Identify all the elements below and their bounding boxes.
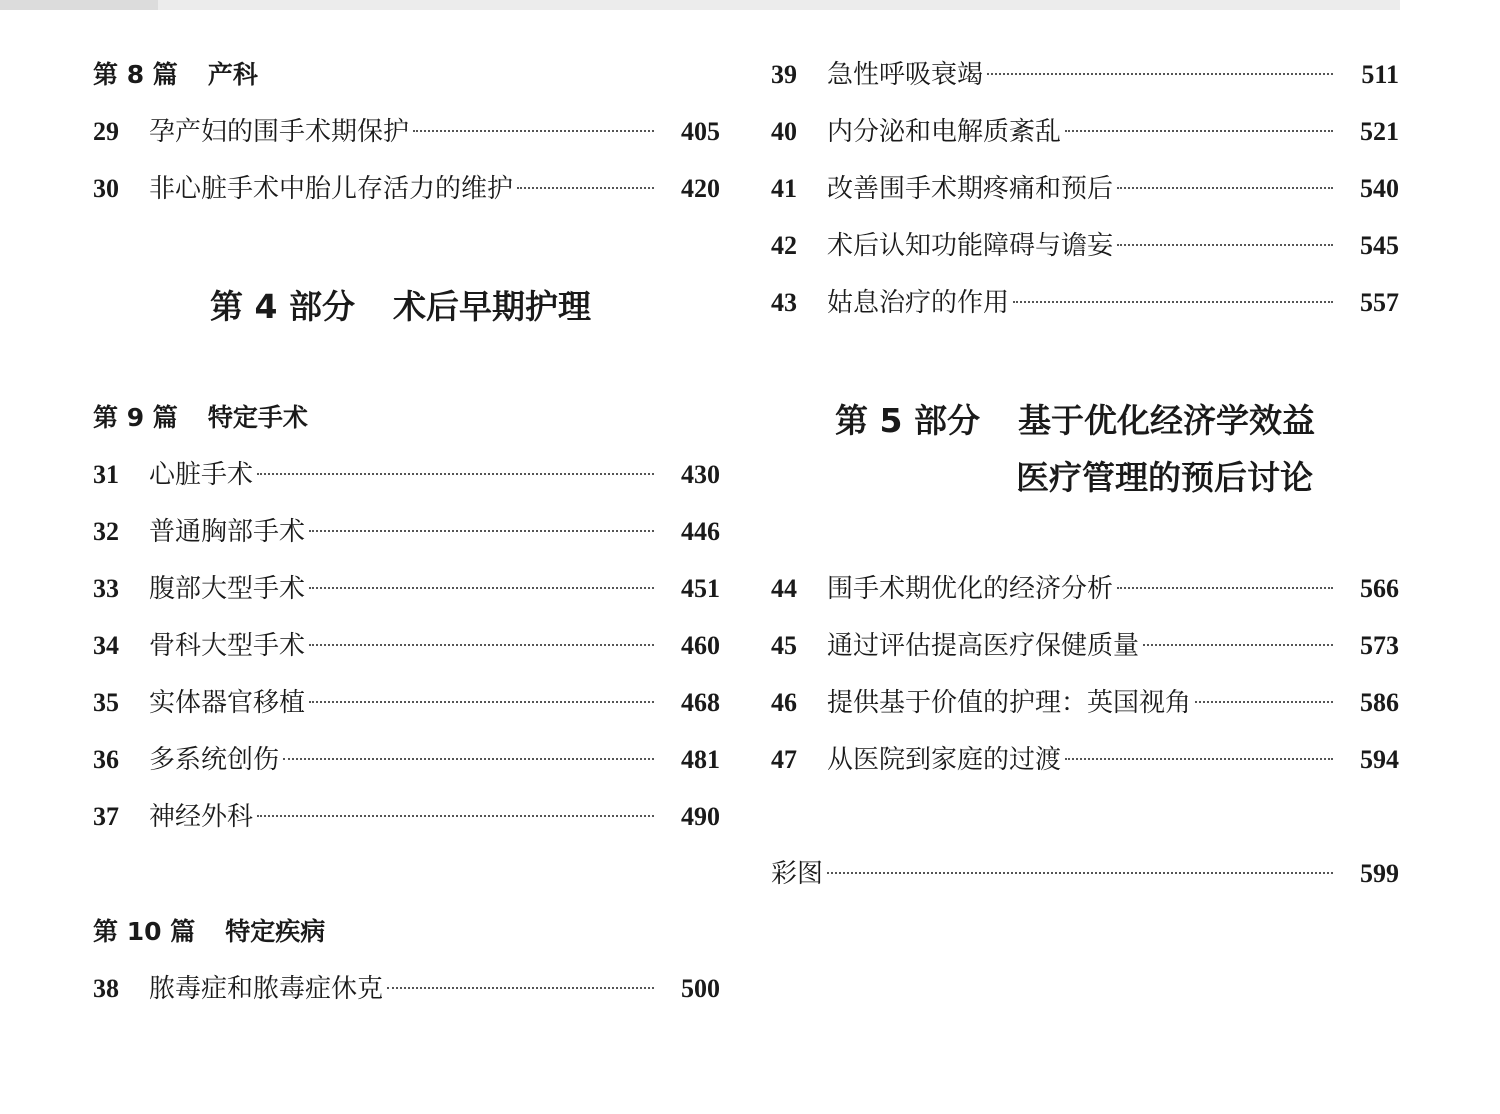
section-title: 产科	[207, 60, 258, 89]
chapter-title: 术后认知功能障碍与谵妄	[827, 231, 1114, 261]
page-number: 557	[1360, 288, 1399, 317]
chapter-title: 通过评估提高医疗保健质量	[827, 631, 1140, 661]
toc-entry-31[interactable]	[93, 459, 720, 491]
part-number: 第 4 部分	[210, 287, 355, 326]
dot-leader	[387, 987, 654, 989]
part-title-line2: 医疗管理的预后讨论	[1016, 458, 1313, 497]
toc-entry-32[interactable]	[93, 516, 720, 548]
dot-leader	[1195, 701, 1333, 703]
chapter-number: 44	[771, 574, 797, 603]
chapter-title: 普通胸部手术	[149, 517, 306, 547]
page-number: 420	[681, 174, 720, 203]
page-number: 405	[681, 117, 720, 146]
dot-leader	[827, 872, 1333, 874]
toc-entry-40[interactable]	[771, 116, 1399, 148]
part-heading-5-line2	[1016, 458, 1399, 498]
chapter-title: 急性呼吸衰竭	[827, 60, 984, 90]
dot-leader	[1117, 587, 1333, 589]
page-number: 430	[681, 460, 720, 489]
chapter-title: 从医院到家庭的过渡	[827, 745, 1062, 775]
section-number: 第 9 篇	[93, 403, 178, 432]
chapter-title: 神经外科	[149, 802, 254, 832]
section-number: 第 8 篇	[93, 60, 178, 89]
toc-entry-45[interactable]	[771, 630, 1399, 662]
dot-leader	[1117, 244, 1333, 246]
page-number: 573	[1360, 631, 1399, 660]
chapter-number: 40	[771, 117, 797, 146]
chapter-number: 31	[93, 460, 119, 489]
toc-entry-35[interactable]	[93, 687, 720, 719]
toc-entry-47[interactable]	[771, 744, 1399, 776]
chapter-number: 42	[771, 231, 797, 260]
chapter-number: 41	[771, 174, 797, 203]
chapter-number: 45	[771, 631, 797, 660]
chapter-number: 38	[93, 974, 119, 1003]
page-number: 481	[681, 745, 720, 774]
chapter-title: 孕产妇的围手术期保护	[149, 117, 410, 147]
toc-entry-color-plates[interactable]	[771, 858, 1399, 890]
dot-leader	[309, 644, 654, 646]
chapter-number: 46	[771, 688, 797, 717]
top-bar-accent	[0, 0, 158, 10]
section-heading-9	[93, 403, 720, 433]
toc-entry-37[interactable]	[93, 801, 720, 833]
chapter-number: 35	[93, 688, 119, 717]
part-title: 术后早期护理	[392, 287, 591, 326]
toc-entry-36[interactable]	[93, 744, 720, 776]
section-title: 特定疾病	[225, 917, 326, 946]
page-number: 540	[1360, 174, 1399, 203]
dot-leader	[1143, 644, 1333, 646]
part-heading-4	[210, 287, 720, 327]
section-number: 第 10 篇	[93, 917, 196, 946]
toc-entry-30[interactable]	[93, 173, 720, 205]
dot-leader	[1065, 758, 1333, 760]
chapter-title: 提供基于价值的护理：英国视角	[827, 688, 1192, 718]
plates-title: 彩图	[771, 859, 824, 889]
chapter-number: 39	[771, 60, 797, 89]
page-number: 521	[1360, 117, 1399, 146]
dot-leader	[257, 473, 654, 475]
section-heading-10	[93, 917, 720, 947]
toc-entry-39[interactable]	[771, 59, 1399, 91]
toc-entry-33[interactable]	[93, 573, 720, 605]
page-number: 511	[1361, 60, 1399, 89]
dot-leader	[1117, 187, 1333, 189]
top-bar	[0, 0, 1400, 10]
chapter-number: 47	[771, 745, 797, 774]
toc-entry-29[interactable]	[93, 116, 720, 148]
toc-entry-38[interactable]	[93, 973, 720, 1005]
page-number: 446	[681, 517, 720, 546]
chapter-number: 43	[771, 288, 797, 317]
page-number: 599	[1360, 859, 1399, 888]
dot-leader	[1065, 130, 1333, 132]
toc-entry-46[interactable]	[771, 687, 1399, 719]
dot-leader	[309, 587, 654, 589]
dot-leader	[309, 530, 654, 532]
chapter-title: 多系统创伤	[149, 745, 280, 775]
chapter-number: 32	[93, 517, 119, 546]
chapter-number: 33	[93, 574, 119, 603]
section-title: 特定手术	[207, 403, 308, 432]
chapter-number: 36	[93, 745, 119, 774]
chapter-title: 非心脏手术中胎儿存活力的维护	[149, 174, 514, 204]
dot-leader	[1013, 301, 1333, 303]
dot-leader	[987, 73, 1333, 75]
chapter-number: 29	[93, 117, 119, 146]
dot-leader	[257, 815, 654, 817]
chapter-title: 内分泌和电解质紊乱	[827, 117, 1062, 147]
page-number: 468	[681, 688, 720, 717]
chapter-title: 骨科大型手术	[149, 631, 306, 661]
page-number: 594	[1360, 745, 1399, 774]
page-number: 586	[1360, 688, 1399, 717]
toc-entry-42[interactable]	[771, 230, 1399, 262]
chapter-title: 改善围手术期疼痛和预后	[827, 174, 1114, 204]
chapter-title: 围手术期优化的经济分析	[827, 574, 1114, 604]
part-heading-5	[835, 401, 1399, 441]
page-number: 460	[681, 631, 720, 660]
page-number: 490	[681, 802, 720, 831]
page-number: 500	[681, 974, 720, 1003]
chapter-title: 脓毒症和脓毒症休克	[149, 974, 384, 1004]
page-number: 545	[1360, 231, 1399, 260]
chapter-title: 实体器官移植	[149, 688, 306, 718]
page-number: 451	[681, 574, 720, 603]
toc-entry-41[interactable]	[771, 173, 1399, 205]
dot-leader	[309, 701, 654, 703]
part-title-line1: 基于优化经济学效益	[1017, 401, 1315, 440]
chapter-number: 37	[93, 802, 119, 831]
chapter-title: 姑息治疗的作用	[827, 288, 1010, 318]
chapter-number: 30	[93, 174, 119, 203]
chapter-number: 34	[93, 631, 119, 660]
page-number: 566	[1360, 574, 1399, 603]
part-number: 第 5 部分	[835, 401, 980, 440]
toc-entry-44[interactable]	[771, 573, 1399, 605]
dot-leader	[517, 187, 654, 189]
dot-leader	[413, 130, 654, 132]
section-heading-8	[93, 60, 720, 90]
toc-entry-43[interactable]	[771, 287, 1399, 319]
toc-entry-34[interactable]	[93, 630, 720, 662]
dot-leader	[283, 758, 654, 760]
chapter-title: 腹部大型手术	[149, 574, 306, 604]
chapter-title: 心脏手术	[149, 460, 254, 490]
